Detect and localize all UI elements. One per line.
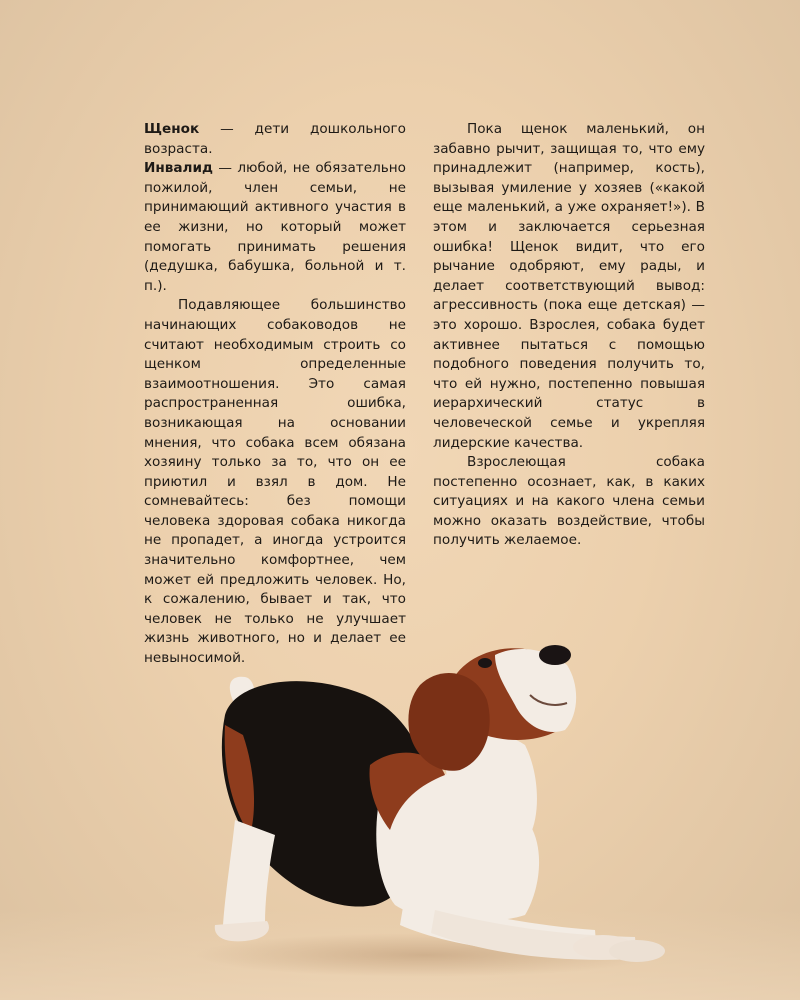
paragraph-growling: Пока щенок маленький, он забавно рычит, защищая то, что ему принадлежит (например, кость), вызывая умиление у хозяев («какой еще маленький, а уже охраняет!»). В этом и заключается серьезная ошибка! Щенок видит, что его рычание одобряют, ему рады, и делает соответствующий вывод: агрессивность (пока еще детская) — это хорошо. Взрослея, собака будет активнее пытаться с помощью подобного поведения получить то, что ей нужно, постепенно повышая иерархический статус в человеческой семье и укрепляя лидерские качества. [433,121,705,451]
beagle-photo [195,625,665,985]
definition-puppy [144,120,406,159]
paragraph-adult-dog: Взрослеющая собака постепенно осознает, как, в каких ситуациях и на какого члена семьи можно оказать воздействие, чтобы получить желаемое. [433,454,705,549]
right-text-column [433,120,705,551]
definition-invalid-text: — любой, не обязательно пожилой, член семьи, не принимающий активного участия в ее жизни, но который может помогать принимать решения (дедушка, бабушка, больной и т. п.). [144,160,406,294]
definition-puppy-text: — дети дошкольного возраста. [144,121,406,157]
definition-invalid [144,159,406,296]
term-invalid: Инвалид [144,160,214,177]
term-puppy: Щенок [144,121,200,137]
left-text-column [144,120,406,669]
paragraph-mistake: Подавляющее большинство начинающих собаководов не считают необходимым строить со щенком определенные взаимоотношения. Это самая распространенная ошибка, возникающая на основании мнения, что собака всем обязана хозяину только за то, что он ее приютил и взял в дом. Не сомневайтесь: без помощи человека здоровая собака никогда не пропадет, а иногда устроится значительно комфортнее, чем может ей предложить человек. Но, к сожалению, бывает и так, что человек не только не улучшает жизнь животного, но и делает ее невыносимой. [144,297,406,667]
